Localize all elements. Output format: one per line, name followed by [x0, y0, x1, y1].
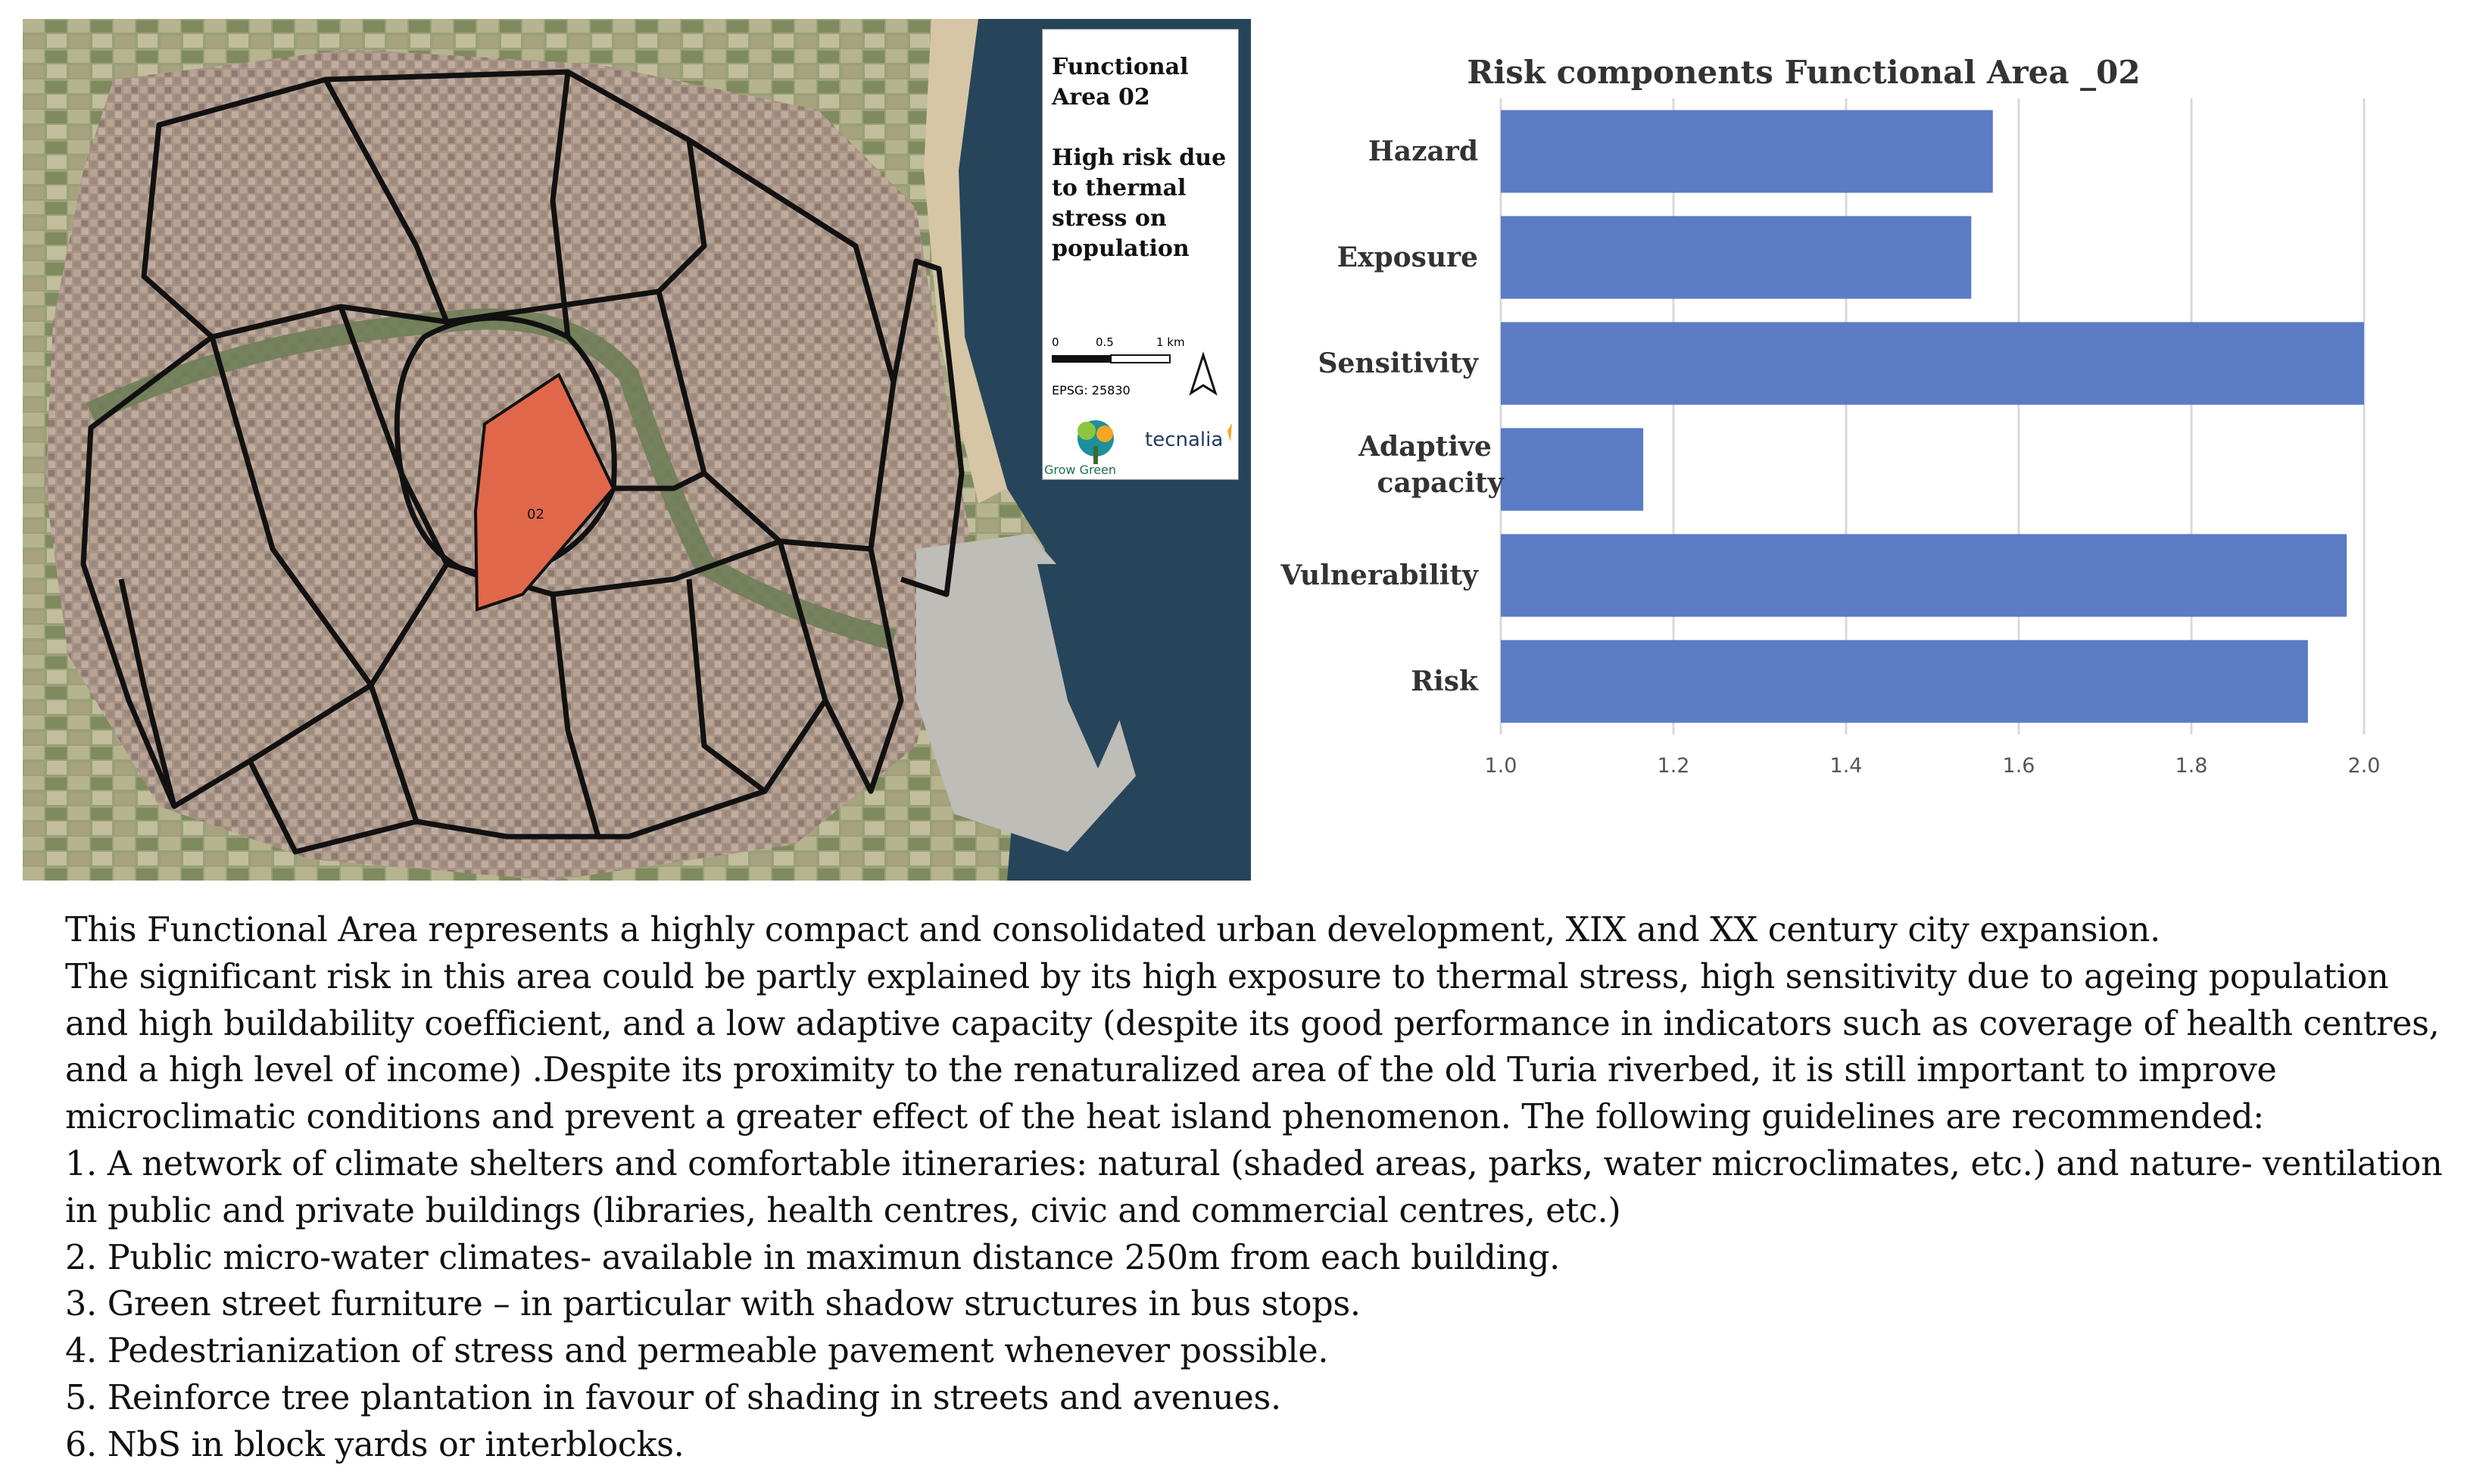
- risk-components-chart: [1257, 45, 2492, 795]
- description-text: [65, 907, 2481, 1469]
- chart-title: Risk components Functional Area _02: [1467, 54, 2141, 91]
- scale-label-1km: 1 km: [1156, 335, 1185, 349]
- description-line: 6. NbS in block yards or interblocks.: [65, 1425, 685, 1464]
- bar-chart: [1257, 45, 2492, 795]
- tecnalia-logo-text: tecnalia: [1145, 429, 1224, 451]
- category-label: Risk: [1411, 666, 1478, 697]
- description-line: 1. A network of climate shelters and comfortable itineraries: natural (shaded areas, parks, water microclimates, etc.) and nature- ventilation: [65, 1144, 2443, 1183]
- epsg-label: EPSG: 25830: [1052, 383, 1131, 398]
- scale-bar: [1043, 30, 1238, 479]
- bar: [1501, 428, 1643, 510]
- scale-label-half: 0.5: [1096, 335, 1114, 349]
- bar: [1501, 110, 1993, 192]
- x-tick-label: 1.0: [1484, 754, 1517, 778]
- category-label: Exposure: [1336, 242, 1478, 273]
- legend-note: High risk due to thermal stress on population: [1052, 145, 1227, 262]
- bar: [1501, 534, 2347, 616]
- description-line: in public and private buildings (libraries, health centres, civic and commercial centres, etc.): [65, 1191, 1621, 1230]
- x-tick-label: 2.0: [2347, 754, 2381, 778]
- description-line: and high buildability coefficient, and a low adaptive capacity (despite its good performance in indicators such as coverage of health centres,: [65, 1004, 2440, 1043]
- tecnalia-logo: [1145, 423, 1232, 451]
- category-label: Vulnerability: [1280, 560, 1478, 591]
- category-label: Adaptive capacity: [1358, 431, 1504, 499]
- description-line: 3. Green street furniture – in particular with shadow structures in bus stops.: [65, 1285, 1361, 1324]
- category-label: Hazard: [1368, 136, 1478, 167]
- x-tick-label: 1.6: [2002, 754, 2035, 778]
- description-line: 2. Public micro-water climates- available in maximun distance 250m from each building.: [65, 1238, 1561, 1277]
- legend-title: Functional Area 02: [1052, 54, 1189, 111]
- description-line: This Functional Area represents a highly compact and consolidated urban development, XIX and XX century city expansion.: [65, 911, 2160, 949]
- bar: [1501, 216, 1971, 298]
- scale-label-0: 0: [1052, 335, 1059, 349]
- description-line: The significant risk in this area could be partly explained by its high exposure to thermal stress, high sensitivity due to ageing population: [65, 957, 2389, 996]
- bar: [1501, 640, 2308, 722]
- description-line: and a high level of income) .Despite its proximity to the renaturalized area of the old Turia riverbed, it is still important to improve: [65, 1051, 2277, 1090]
- description-line: 5. Reinforce tree plantation in favour of shading in streets and avenues.: [65, 1378, 1281, 1417]
- map-legend: [1042, 29, 1239, 480]
- description-line: microclimatic conditions and prevent a greater effect of the heat island phenomenon. The following guidelines are recommended:: [65, 1098, 2264, 1137]
- north-arrow-icon: [1191, 355, 1215, 393]
- growgreen-logo-text: Grow Green: [1044, 463, 1117, 477]
- x-tick-label: 1.8: [2175, 754, 2208, 778]
- bar: [1501, 322, 2364, 404]
- description-line: 4. Pedestrianization of stress and permeable pavement whenever possible.: [65, 1332, 1329, 1371]
- category-label: Sensitivity: [1318, 348, 1478, 379]
- x-tick-label: 1.4: [1829, 754, 1863, 778]
- growgreen-logo: [1044, 420, 1116, 477]
- x-tick-label: 1.2: [1657, 754, 1690, 778]
- area-label: 02: [527, 507, 544, 522]
